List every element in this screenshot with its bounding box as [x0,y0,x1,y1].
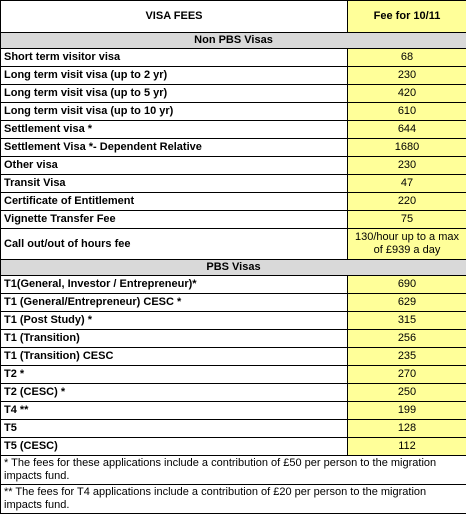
footnote-single-asterisk: * The fees for these applications include a contribution of £50 per person to the migration impacts fund. [1,456,466,485]
table-row [1,157,466,175]
table-row [1,348,466,366]
visa-type-label: Long term visit visa (up to 5 yr) [1,85,348,103]
table-row [1,384,466,402]
visa-type-label: Settlement visa * [1,121,348,139]
table-row [1,175,466,193]
table-row [1,67,466,85]
visa-type-label: T2 (CESC) * [1,384,348,402]
table-row [1,85,466,103]
table-row [1,49,466,67]
section-title-pbs: PBS Visas [1,260,466,276]
table-row [1,139,466,157]
fee-value: 230 [348,67,466,85]
table-row [1,366,466,384]
section-row-non-pbs [1,33,466,49]
visa-type-label: Certificate of Entitlement [1,193,348,211]
column-header-visa-fees: VISA FEES [1,1,348,33]
visa-type-label: T2 * [1,366,348,384]
fee-value: 199 [348,402,466,420]
section-title-non-pbs: Non PBS Visas [1,33,466,49]
visa-type-label: Vignette Transfer Fee [1,211,348,229]
visa-type-label: Other visa [1,157,348,175]
fee-value: 250 [348,384,466,402]
footnote-row [1,485,466,514]
fee-value: 235 [348,348,466,366]
visa-type-label: T1(General, Investor / Entrepreneur)* [1,276,348,294]
table-row [1,402,466,420]
table-row [1,330,466,348]
fee-value: 690 [348,276,466,294]
table-row [1,103,466,121]
visa-type-label: Short term visitor visa [1,49,348,67]
visa-type-label: Long term visit visa (up to 10 yr) [1,103,348,121]
fee-value: 629 [348,294,466,312]
footnote-row [1,456,466,485]
visa-type-label: T4 ** [1,402,348,420]
visa-type-label: T1 (Transition) CESC [1,348,348,366]
table-row [1,312,466,330]
table-row [1,438,466,456]
fee-value: 130/hour up to a max of £939 a day [348,229,466,260]
visa-type-label: T5 (CESC) [1,438,348,456]
table-row [1,420,466,438]
fee-value: 47 [348,175,466,193]
visa-type-label: Transit Visa [1,175,348,193]
fee-value: 1680 [348,139,466,157]
fee-value: 610 [348,103,466,121]
table-row [1,276,466,294]
table-row [1,121,466,139]
table-row [1,294,466,312]
table-row-callout-fee [1,229,466,260]
table-row [1,211,466,229]
fee-value: 220 [348,193,466,211]
fee-value: 420 [348,85,466,103]
visa-type-label: T1 (Transition) [1,330,348,348]
visa-type-label: T1 (Post Study) * [1,312,348,330]
footnote-double-asterisk: ** The fees for T4 applications include a contribution of £20 per person to the migration impacts fund. [1,485,466,514]
column-header-fee: Fee for 10/11 [348,1,466,33]
visa-type-label: T1 (General/Entrepreneur) CESC * [1,294,348,312]
fee-value: 128 [348,420,466,438]
visa-type-label: Call out/out of hours fee [1,229,348,260]
visa-type-label: T5 [1,420,348,438]
fee-value: 256 [348,330,466,348]
fee-value: 112 [348,438,466,456]
fee-value: 75 [348,211,466,229]
fee-value: 644 [348,121,466,139]
table-row [1,193,466,211]
fee-value: 270 [348,366,466,384]
fee-value: 68 [348,49,466,67]
section-row-pbs [1,260,466,276]
header-row [1,1,466,33]
fee-value: 230 [348,157,466,175]
visa-type-label: Long term visit visa (up to 2 yr) [1,67,348,85]
fee-value: 315 [348,312,466,330]
visa-type-label: Settlement Visa *- Dependent Relative [1,139,348,157]
